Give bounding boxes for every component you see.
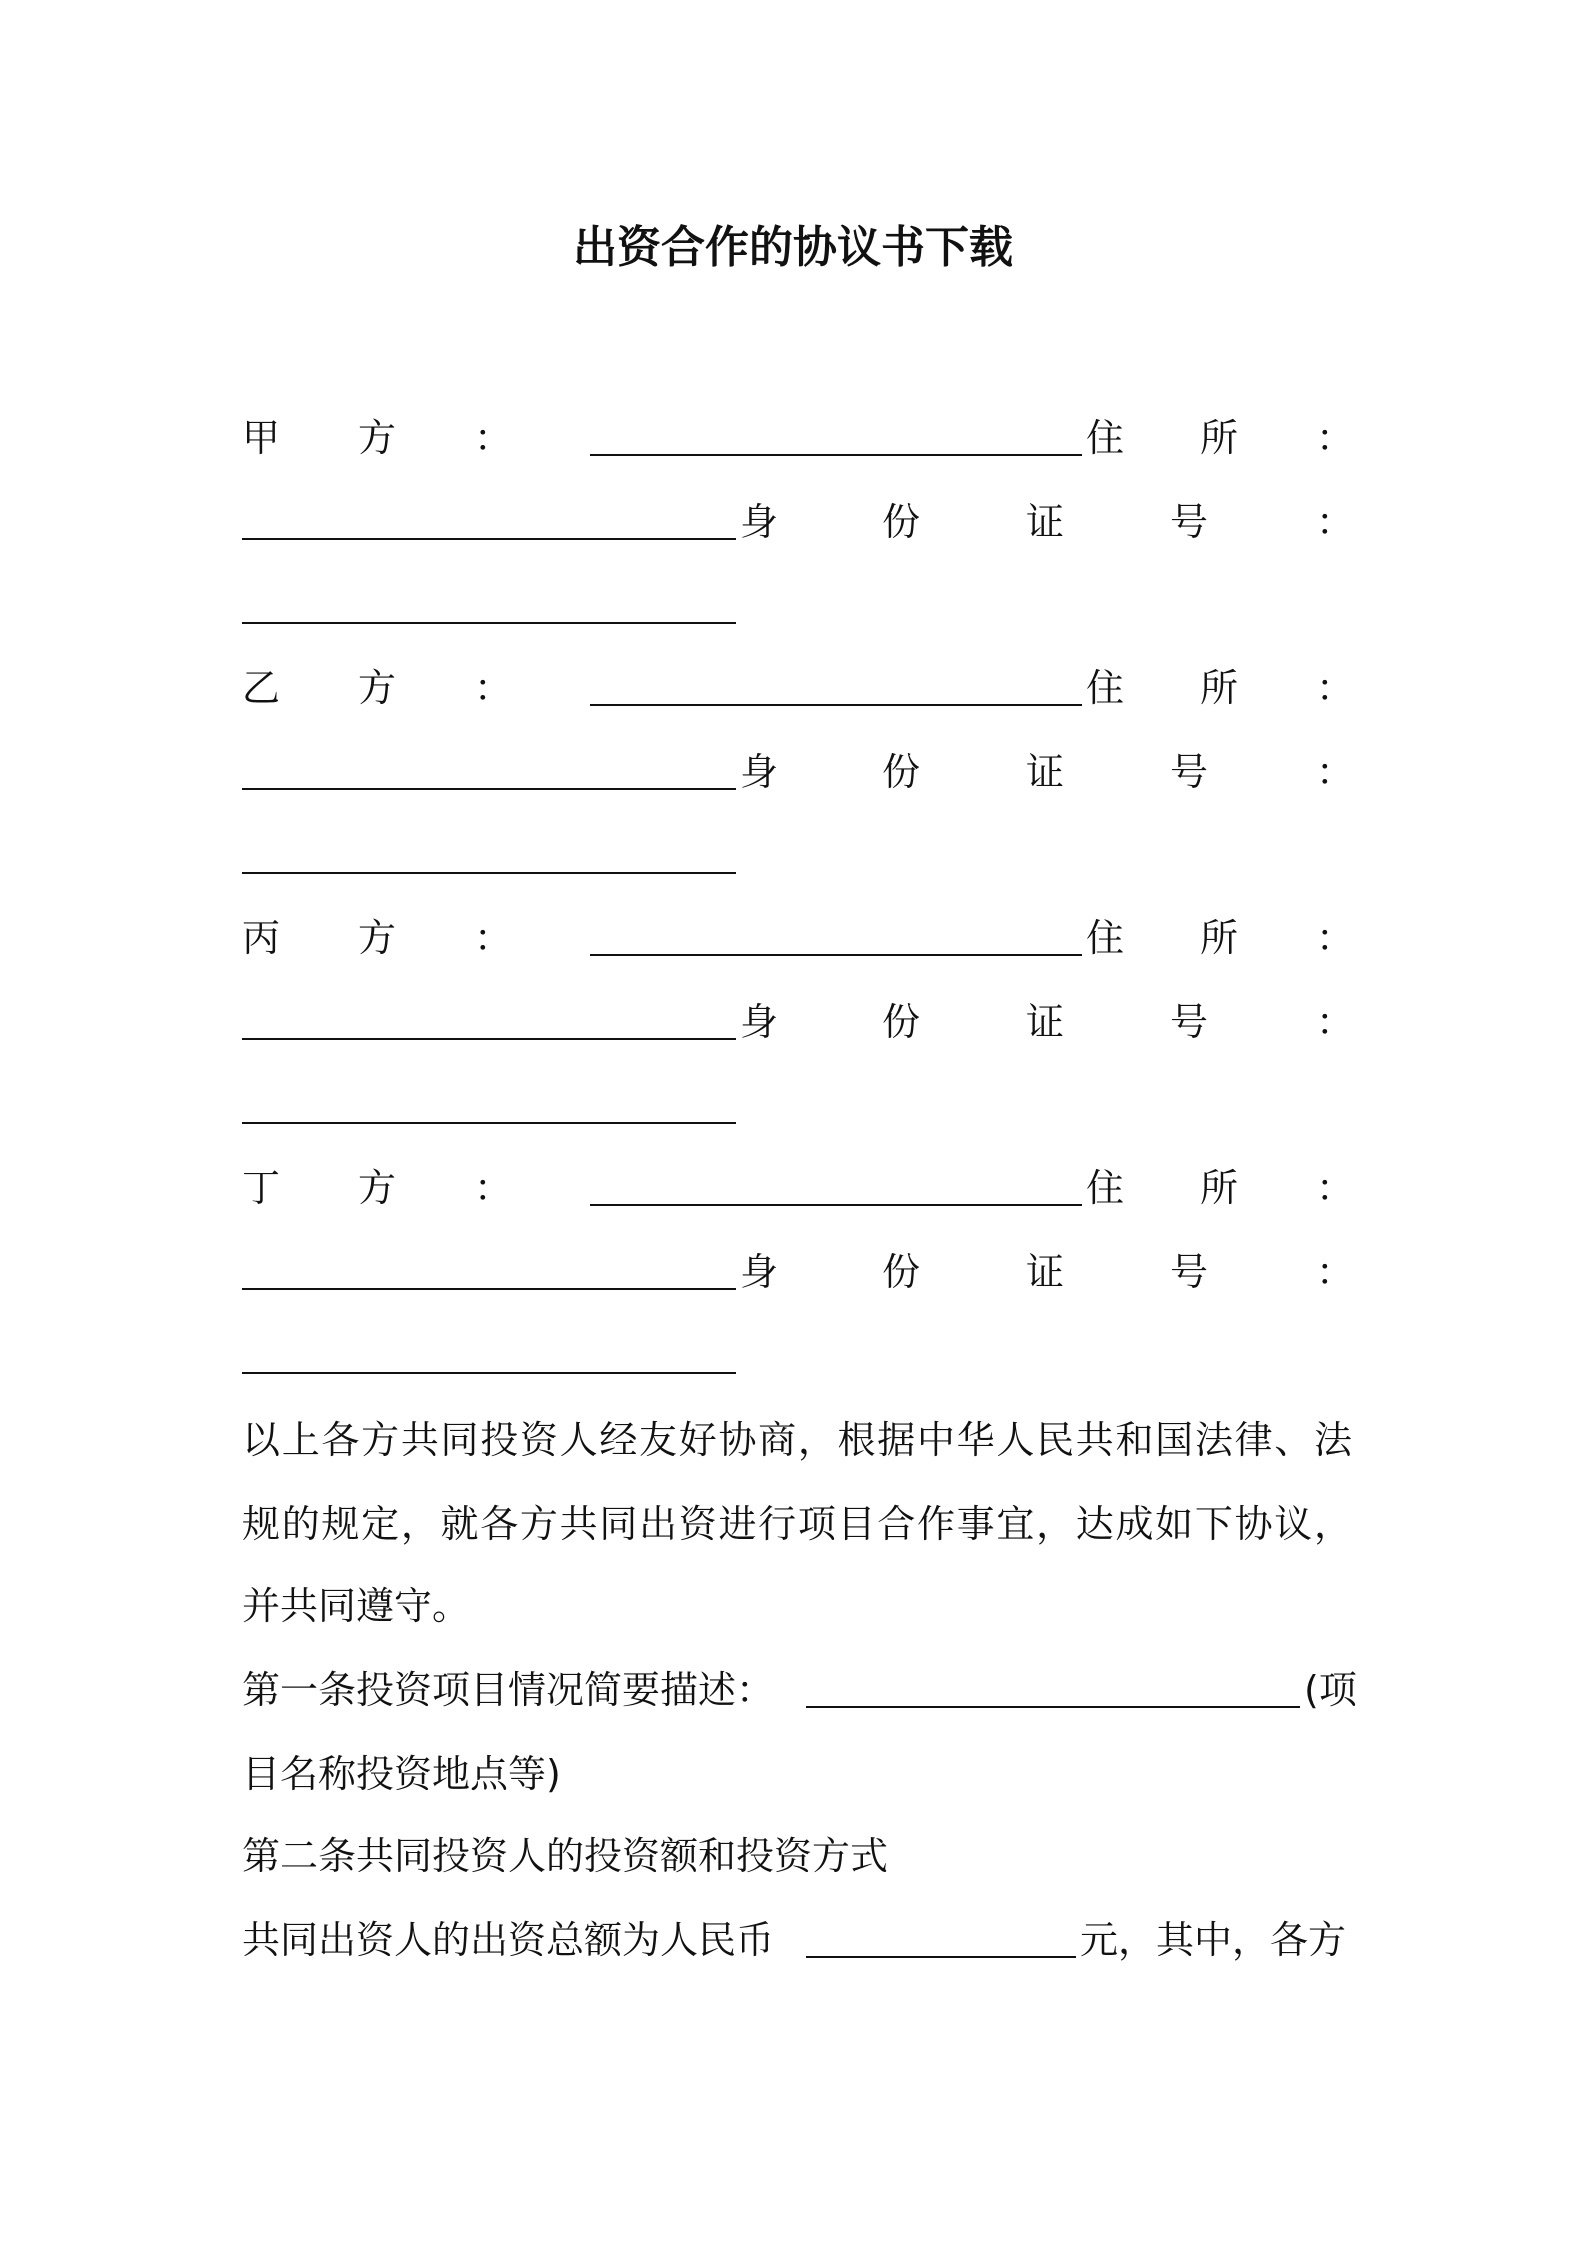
- party-d-id-blank: [242, 1372, 736, 1374]
- party-c-name-line: [242, 908, 1355, 968]
- party-c-address-colon: ：: [1316, 916, 1355, 960]
- party-b-id-char-1: 身: [740, 750, 779, 794]
- party-c-address-label-2: 所: [1200, 916, 1239, 960]
- party-c-id-blank: [242, 1122, 736, 1124]
- party-d-address-label-2: 所: [1200, 1166, 1239, 1210]
- party-a-id-char-4: 号: [1170, 500, 1209, 544]
- party-a-id-colon: ：: [1316, 500, 1355, 544]
- party-c-fang: 方: [358, 916, 397, 960]
- party-d-name-blank: [590, 1204, 1082, 1206]
- paragraph-1-line-2: 规的规定，就各方共同出资进行项目合作事宜，达成如下协议，: [242, 1502, 1352, 1546]
- party-a-id-blank: [242, 622, 736, 624]
- party-d-address-blank: [242, 1288, 736, 1290]
- party-a-label: 甲: [242, 416, 281, 460]
- party-d-fang: 方: [358, 1166, 397, 1210]
- party-d-id-colon: ：: [1316, 1250, 1355, 1294]
- party-d-id-char-2: 份: [882, 1250, 921, 1294]
- article-2-suffix: 元，其中，各方: [1080, 1918, 1347, 1962]
- party-a-name-line: [242, 408, 1355, 468]
- paragraph-1-line-3: 并共同遵守。: [242, 1584, 471, 1628]
- party-a-address-colon: ：: [1316, 416, 1355, 460]
- party-d-label: 丁: [242, 1166, 281, 1210]
- party-c-address-blank: [242, 1038, 736, 1040]
- article-2-heading: 第二条共同投资人的投资额和投资方式: [242, 1834, 889, 1878]
- party-b-name-line: [242, 658, 1355, 718]
- party-c-id-char-1: 身: [740, 1000, 779, 1044]
- party-d-address-colon: ：: [1316, 1166, 1355, 1210]
- party-b-id-colon: ：: [1316, 750, 1355, 794]
- article-2-prefix: 共同出资人的出资总额为人民币: [242, 1918, 775, 1962]
- party-c-id-char-3: 证: [1026, 1000, 1065, 1044]
- party-a-id-line: [242, 576, 1352, 636]
- party-b-id-char-2: 份: [882, 750, 921, 794]
- party-b-address-colon: ：: [1316, 666, 1355, 710]
- party-a-address-blank: [242, 538, 736, 540]
- party-b-address-blank: [242, 788, 736, 790]
- party-a-id-char-3: 证: [1026, 500, 1065, 544]
- party-d-id-line: [242, 1326, 1352, 1386]
- party-b-name-blank: [590, 704, 1082, 706]
- article-1-line-1: [242, 1660, 1357, 1720]
- article-1-suffix: (项: [1304, 1668, 1357, 1712]
- party-a-colon: ：: [474, 416, 513, 460]
- party-b-id-char-3: 证: [1026, 750, 1065, 794]
- party-a-address-label-2: 所: [1200, 416, 1239, 460]
- party-c-id-char-2: 份: [882, 1000, 921, 1044]
- party-c-name-blank: [590, 954, 1082, 956]
- party-a-name-blank: [590, 454, 1082, 456]
- article-1-prefix: 第一条投资项目情况简要描述：: [242, 1668, 775, 1712]
- party-b-fang: 方: [358, 666, 397, 710]
- party-b-label: 乙: [242, 666, 281, 710]
- party-c-label: 丙: [242, 916, 281, 960]
- party-d-id-char-3: 证: [1026, 1250, 1065, 1294]
- party-a-fang: 方: [358, 416, 397, 460]
- party-b-address-line: [242, 742, 1355, 802]
- party-d-id-char-1: 身: [740, 1250, 779, 1294]
- party-b-id-char-4: 号: [1170, 750, 1209, 794]
- article-2-amount-blank: [806, 1956, 1076, 1958]
- article-1-line-2: 目名称投资地点等): [242, 1752, 561, 1796]
- party-a-id-char-1: 身: [740, 500, 779, 544]
- article-1-blank: [806, 1706, 1300, 1708]
- party-c-address-label-1: 住: [1086, 916, 1125, 960]
- party-d-name-line: [242, 1158, 1355, 1218]
- party-a-address-label-1: 住: [1086, 416, 1125, 460]
- party-b-id-line: [242, 826, 1352, 886]
- party-c-id-colon: ：: [1316, 1000, 1355, 1044]
- party-d-address-line: [242, 1242, 1355, 1302]
- party-d-id-char-4: 号: [1170, 1250, 1209, 1294]
- party-c-id-char-4: 号: [1170, 1000, 1209, 1044]
- party-b-colon: ：: [474, 666, 513, 710]
- party-b-address-label-1: 住: [1086, 666, 1125, 710]
- party-c-colon: ：: [474, 916, 513, 960]
- paragraph-1-line-1: 以上各方共同投资人经友好协商，根据中华人民共和国法律、法: [242, 1418, 1352, 1462]
- party-a-id-char-2: 份: [882, 500, 921, 544]
- party-d-colon: ：: [474, 1166, 513, 1210]
- party-b-id-blank: [242, 872, 736, 874]
- party-a-address-line: [242, 492, 1355, 552]
- party-c-address-line: [242, 992, 1355, 1052]
- party-d-address-label-1: 住: [1086, 1166, 1125, 1210]
- article-2-line-1: [242, 1910, 1352, 1970]
- party-b-address-label-2: 所: [1200, 666, 1239, 710]
- party-c-id-line: [242, 1076, 1352, 1136]
- document-title: 出资合作的协议书下载: [573, 222, 1013, 273]
